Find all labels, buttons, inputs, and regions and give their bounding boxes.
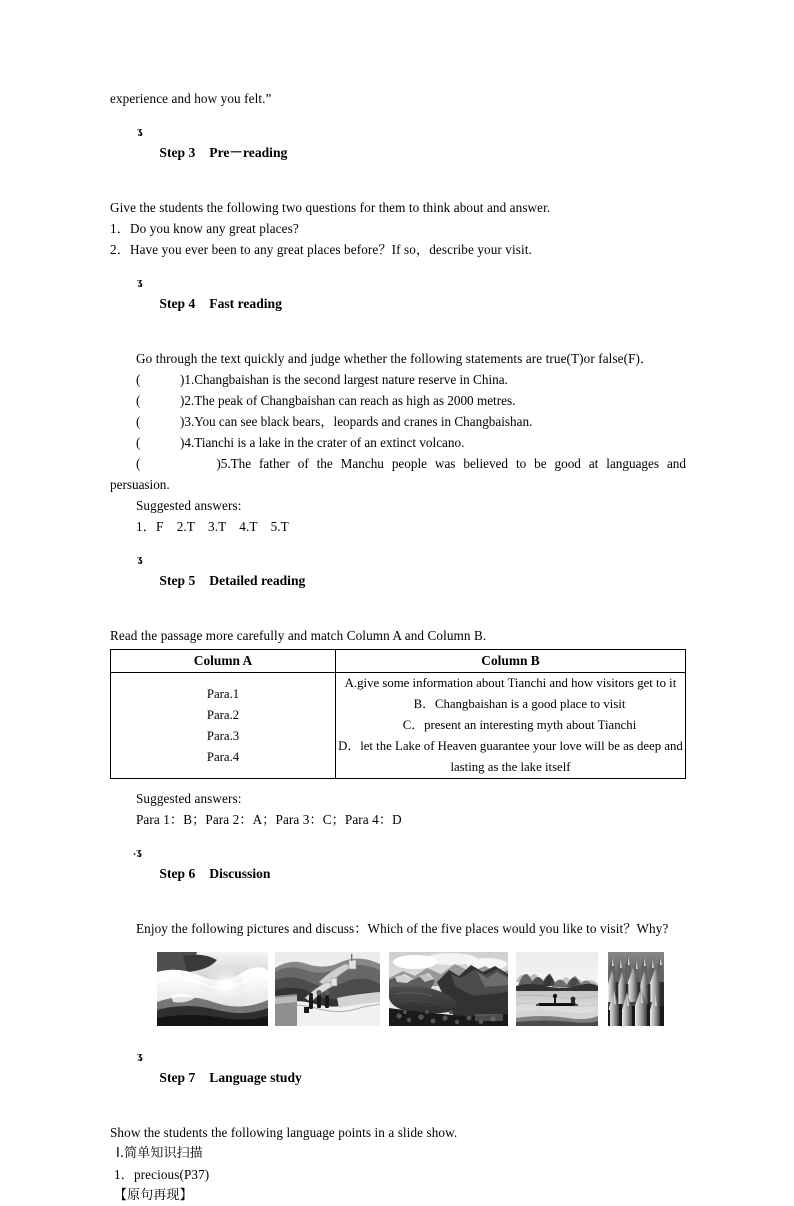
tf-item-1 — [110, 369, 686, 390]
step3-intro: Give the students the following two questions for them to think about and answer. — [110, 200, 551, 215]
option-item-d: D．let the Lake of Heaven guarantee your love will be as deep and lasting as the lake itself — [338, 739, 683, 774]
step-label-4: Step 4 — [159, 296, 196, 311]
tf-text: 3.You can see black bears，leopards and cranes in Changbaishan. — [184, 414, 533, 429]
para-item: Para.2 — [206, 707, 240, 722]
step-title-3: Pre－reading — [209, 145, 288, 160]
step-label-5: Step 5 — [159, 573, 196, 588]
table-row — [111, 673, 686, 779]
step3-question-2: 2．Have you ever been to any great places before？If so，describe your visit. — [110, 242, 532, 257]
step4-answers: 1．F 2.T 3.T 4.T 5.T — [136, 519, 289, 534]
step5-answers-label: Suggested answers: — [136, 791, 242, 806]
tf-blank[interactable]: ( ) — [136, 456, 221, 471]
para-item: Para.3 — [206, 728, 240, 743]
step-heading-4 — [110, 274, 686, 334]
step7-intro: Show the students the following language points in a slide show. — [110, 1125, 458, 1140]
step7-line-1: Ⅰ.简单知识扫描 — [116, 1146, 203, 1161]
step-heading-3 — [110, 123, 686, 183]
step-bullet-icon: ʓ — [137, 1052, 143, 1062]
tf-item-3 — [110, 411, 686, 432]
waterfall-photo — [157, 952, 268, 1026]
match-table — [110, 649, 686, 779]
step-heading-7 — [110, 1048, 686, 1108]
step-label-6: Step 6 — [159, 866, 196, 881]
option-item-a: A.give some information about Tianchi and how visitors get to it — [344, 676, 677, 690]
stone-forest-photo — [608, 952, 664, 1026]
tf-blank[interactable]: ( ) — [136, 435, 185, 450]
tf-item-4 — [110, 432, 686, 453]
step4-answers-label: Suggested answers: — [136, 498, 242, 513]
page-content — [110, 88, 686, 1206]
li-river-photo — [516, 952, 598, 1026]
step3-question-1: 1．Do you know any great places? — [110, 221, 299, 236]
step5-intro: Read the passage more carefully and match Column A and Column B. — [110, 628, 487, 643]
tf-item-2 — [110, 390, 686, 411]
tf-item-5-continuation: persuasion. — [110, 477, 170, 492]
column-a-cell — [111, 673, 336, 779]
column-a-header: Column A — [111, 650, 336, 673]
step7-line-2: 1．precious(P37) — [114, 1167, 210, 1182]
column-b-cell — [336, 673, 686, 779]
step-bullet-icon: .ʓ — [133, 848, 142, 858]
step6-intro: Enjoy the following pictures and discuss：Which of the five places would you like to visit？Why? — [136, 921, 669, 936]
step-title-4: Fast reading — [209, 296, 282, 311]
step-bullet-icon: ʓ — [137, 555, 143, 565]
step5-answers: Para 1：B；Para 2：A；Para 3：C；Para 4：D — [136, 812, 402, 827]
column-b-header: Column B — [336, 650, 686, 673]
step-heading-6 — [110, 844, 686, 904]
tf-text: 2.The peak of Changbaishan can reach as high as 2000 metres. — [184, 393, 516, 408]
continuation-line: experience and how you felt.” — [110, 91, 272, 106]
tf-item-5 — [110, 453, 686, 474]
step-bullet-icon: ʓ — [137, 127, 143, 137]
great-wall-photo — [275, 952, 380, 1026]
option-item-b: B．Changbaishan is a good place to visit — [413, 697, 626, 711]
step4-intro: Go through the text quickly and judge whether the following statements are true(T)or false(F)． — [136, 351, 654, 366]
step-bullet-icon: ʓ — [137, 278, 143, 288]
crater-lake-photo — [389, 952, 508, 1026]
option-item-c: C．present an interesting myth about Tianchi — [402, 718, 637, 732]
tf-text: 4.Tianchi is a lake in the crater of an extinct volcano. — [184, 435, 465, 450]
tf-text: 5.The father of the Manchu people was believed to be good at languages and — [220, 456, 686, 471]
step-title-6: Discussion — [209, 866, 271, 881]
tf-text: 1.Changbaishan is the second largest nature reserve in China. — [184, 372, 508, 387]
step-title-7: Language study — [209, 1070, 302, 1085]
picture-strip — [157, 952, 686, 1030]
step-heading-5 — [110, 551, 686, 611]
table-header-row — [111, 650, 686, 673]
step-title-5: Detailed reading — [209, 573, 306, 588]
para-item: Para.4 — [206, 749, 240, 764]
step7-line-3: 【原句再现】 — [114, 1188, 193, 1203]
step-label-3: Step 3 — [159, 145, 196, 160]
tf-blank[interactable]: ( ) — [136, 393, 185, 408]
para-item: Para.1 — [206, 686, 240, 701]
tf-blank[interactable]: ( ) — [136, 372, 185, 387]
step-label-7: Step 7 — [159, 1070, 196, 1085]
tf-blank[interactable]: ( ) — [136, 414, 185, 429]
